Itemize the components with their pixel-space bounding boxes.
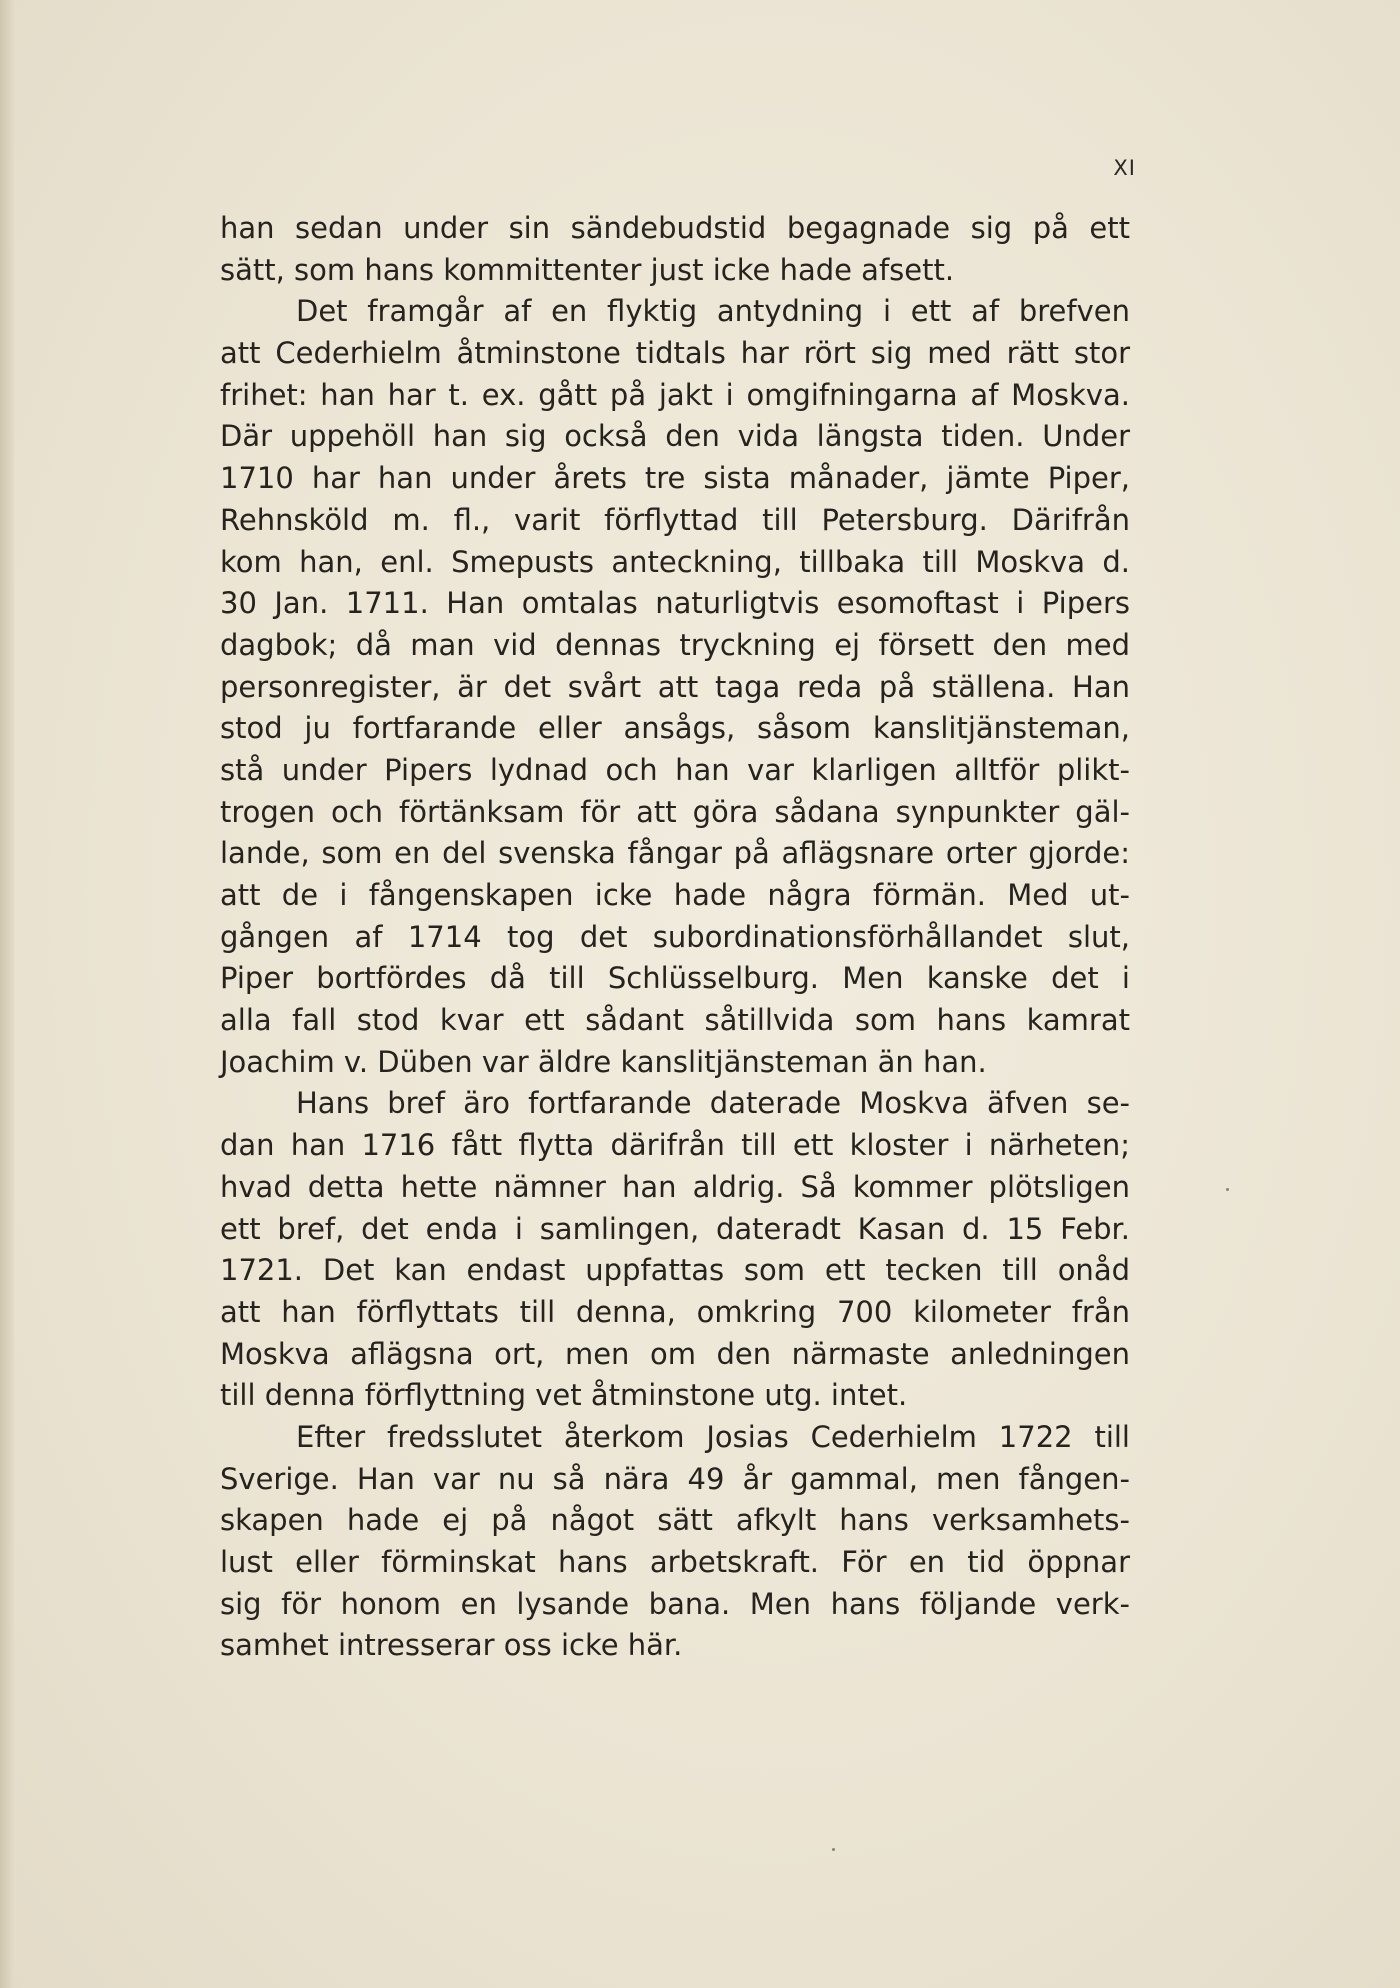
paper-speck: [1226, 1188, 1229, 1191]
text-line: Sverige. Han var nu så nära 49 år gammal, men fången-: [220, 1461, 1130, 1496]
text-line: hvad detta hette nämner han aldrig. Så kommer plötsligen: [220, 1169, 1130, 1204]
text-line: stod ju fortfarande eller ansågs, såsom kanslitjänsteman,: [220, 711, 1130, 746]
text-line: Hans bref äro fortfarande daterade Moskva äfven se-: [296, 1086, 1130, 1121]
text-line: dan han 1716 fått flytta därifrån till ett kloster i närheten;: [220, 1128, 1130, 1163]
text-line: frihet: han har t. ex. gått på jakt i omgifningarna af Moskva.: [220, 377, 1130, 412]
text-line: Moskva aflägsna ort, men om den närmaste anledningen: [220, 1336, 1130, 1371]
text-line: Joachim v. Düben var äldre kanslitjänsteman än han.: [220, 1044, 987, 1079]
text-line: trogen och förtänksam för att göra sådana synpunkter gäl-: [220, 794, 1130, 829]
text-line: skapen hade ej på något sätt afkylt hans verksamhets-: [220, 1503, 1130, 1538]
body-text: [220, 208, 1130, 1667]
text-line: till denna förflyttning vet åtminstone utg. intet.: [220, 1378, 908, 1413]
text-line: att de i fångenskapen icke hade några förmän. Med ut-: [220, 878, 1130, 912]
text-line: gången af 1714 tog det subordinationsförhållandet slut,: [220, 919, 1130, 954]
text-line: dagbok; då man vid dennas tryckning ej försett den med: [220, 627, 1130, 662]
text-line: alla fall stod kvar ett sådant såtillvida som hans kamrat: [220, 1003, 1130, 1038]
text-line: sig för honom en lysande bana. Men hans följande verk-: [220, 1586, 1130, 1621]
text-line: Efter fredsslutet återkom Josias Cederhielm 1722 till: [296, 1419, 1130, 1454]
text-line: att Cederhielm åtminstone tidtals har rört sig med rätt stor: [220, 336, 1130, 371]
text-line: lust eller förminskat hans arbetskraft. För en tid öppnar: [220, 1545, 1130, 1579]
page-number: XI: [1113, 156, 1136, 180]
text-line: Piper bortfördes då till Schlüsselburg. Men kanske det i: [220, 961, 1130, 996]
binding-edge: [0, 0, 14, 1988]
text-line: personregister, är det svårt att taga reda på ställena. Han: [220, 669, 1130, 704]
text-line: stå under Pipers lydnad och han var klarligen alltför plikt-: [220, 752, 1130, 787]
text-line: Det framgår af en flyktig antydning i ett af brefven: [296, 294, 1130, 329]
text-line: 1721. Det kan endast uppfattas som ett tecken till onåd: [220, 1253, 1130, 1288]
text-line: Där uppehöll han sig också den vida längsta tiden. Under: [220, 419, 1130, 454]
text-line: 30 Jan. 1711. Han omtalas naturligtvis esomoftast i Pipers: [220, 586, 1130, 621]
text-line: Rehnsköld m. fl., varit förflyttad till Petersburg. Därifrån: [220, 502, 1130, 537]
text-line: lande, som en del svenska fångar på aflägsnare orter gjorde:: [220, 836, 1130, 871]
text-line: samhet intresserar oss icke här.: [220, 1628, 683, 1663]
text-line: ett bref, det enda i samlingen, dateradt Kasan d. 15 Febr.: [220, 1211, 1130, 1246]
text-line: han sedan under sin sändebudstid begagnade sig på ett: [220, 211, 1130, 245]
paper-speck: [832, 1848, 835, 1851]
text-line: att han förflyttats till denna, omkring 700 kilometer från: [220, 1294, 1130, 1329]
text-line: kom han, enl. Smepusts anteckning, tillbaka till Moskva d.: [220, 544, 1130, 579]
text-line: sätt, som hans kommittenter just icke hade afsett.: [220, 252, 955, 287]
text-line: 1710 har han under årets tre sista månader, jämte Piper,: [220, 461, 1130, 496]
